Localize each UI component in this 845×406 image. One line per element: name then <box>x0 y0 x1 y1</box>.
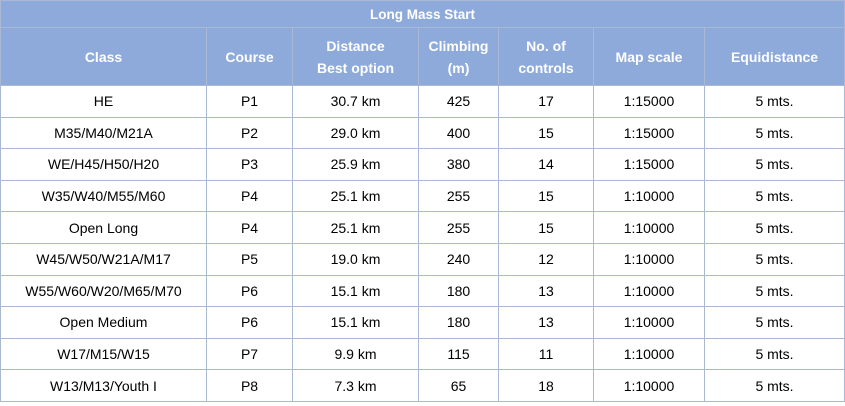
controls-cell: 14 <box>499 149 594 181</box>
distance-cell: 15.1 km <box>293 275 419 307</box>
equidistance-cell: 5 mts. <box>705 212 845 244</box>
controls-cell: 13 <box>499 275 594 307</box>
equidistance-cell: 5 mts. <box>705 338 845 370</box>
class-cell: HE <box>1 86 207 118</box>
course-cell: P3 <box>207 149 293 181</box>
climbing-cell: 380 <box>419 149 499 181</box>
climbing-cell: 240 <box>419 243 499 275</box>
climbing-cell: 65 <box>419 370 499 402</box>
distance-cell: 29.0 km <box>293 117 419 149</box>
climbing-cell: 425 <box>419 86 499 118</box>
table-row <box>1 338 845 370</box>
course-cell: P4 <box>207 212 293 244</box>
equidistance-cell: 5 mts. <box>705 243 845 275</box>
equidistance-cell: 5 mts. <box>705 307 845 339</box>
distance-cell: 25.1 km <box>293 212 419 244</box>
class-cell: W45/W50/W21A/M17 <box>1 243 207 275</box>
map-scale-cell: 1:10000 <box>594 338 705 370</box>
equidistance-cell: 5 mts. <box>705 117 845 149</box>
table-header-row <box>1 28 845 86</box>
header-distance-line1: Distance <box>326 37 385 54</box>
class-cell: M35/M40/M21A <box>1 117 207 149</box>
header-map-scale <box>594 28 705 86</box>
controls-cell: 15 <box>499 180 594 212</box>
table-row <box>1 275 845 307</box>
class-cell: Open Medium <box>1 307 207 339</box>
distance-cell: 25.1 km <box>293 180 419 212</box>
equidistance-cell: 5 mts. <box>705 180 845 212</box>
controls-cell: 13 <box>499 307 594 339</box>
header-course <box>207 28 293 86</box>
class-cell: W13/M13/Youth I <box>1 370 207 402</box>
climbing-cell: 400 <box>419 117 499 149</box>
map-scale-cell: 1:10000 <box>594 180 705 212</box>
table-row <box>1 307 845 339</box>
map-scale-cell: 1:15000 <box>594 117 705 149</box>
class-cell: W35/W40/M55/M60 <box>1 180 207 212</box>
equidistance-cell: 5 mts. <box>705 370 845 402</box>
controls-cell: 18 <box>499 370 594 402</box>
header-controls <box>499 28 594 86</box>
distance-cell: 7.3 km <box>293 370 419 402</box>
course-cell: P1 <box>207 86 293 118</box>
controls-cell: 15 <box>499 117 594 149</box>
map-scale-cell: 1:10000 <box>594 307 705 339</box>
table-title-row <box>1 1 845 28</box>
course-cell: P7 <box>207 338 293 370</box>
equidistance-cell: 5 mts. <box>705 86 845 118</box>
course-cell: P6 <box>207 307 293 339</box>
class-cell: Open Long <box>1 212 207 244</box>
climbing-cell: 115 <box>419 338 499 370</box>
class-cell: W55/W60/W20/M65/M70 <box>1 275 207 307</box>
map-scale-cell: 1:15000 <box>594 149 705 181</box>
header-equidistance <box>705 28 845 86</box>
table-row <box>1 180 845 212</box>
equidistance-cell: 5 mts. <box>705 275 845 307</box>
header-class <box>1 28 207 86</box>
equidistance-cell: 5 mts. <box>705 149 845 181</box>
header-course-label: Course <box>225 48 274 65</box>
distance-cell: 15.1 km <box>293 307 419 339</box>
controls-cell: 12 <box>499 243 594 275</box>
controls-cell: 15 <box>499 212 594 244</box>
course-cell: P8 <box>207 370 293 402</box>
header-climbing-line2: (m) <box>447 59 470 76</box>
header-equidistance-label: Equidistance <box>730 48 819 65</box>
header-map-scale-label: Map scale <box>615 48 683 65</box>
table-body <box>1 86 845 402</box>
header-controls-line1: No. of <box>526 37 566 54</box>
controls-cell: 17 <box>499 86 594 118</box>
map-scale-cell: 1:10000 <box>594 243 705 275</box>
map-scale-cell: 1:15000 <box>594 86 705 118</box>
climbing-cell: 180 <box>419 275 499 307</box>
course-cell: P5 <box>207 243 293 275</box>
map-scale-cell: 1:10000 <box>594 275 705 307</box>
table-row <box>1 243 845 275</box>
distance-cell: 9.9 km <box>293 338 419 370</box>
controls-cell: 11 <box>499 338 594 370</box>
class-cell: WE/H45/H50/H20 <box>1 149 207 181</box>
table-row <box>1 117 845 149</box>
course-cell: P6 <box>207 275 293 307</box>
course-cell: P4 <box>207 180 293 212</box>
header-climbing-line1: Climbing <box>428 37 489 54</box>
table-row <box>1 149 845 181</box>
climbing-cell: 255 <box>419 180 499 212</box>
table-row <box>1 86 845 118</box>
header-climbing <box>419 28 499 86</box>
header-distance <box>293 28 419 86</box>
map-scale-cell: 1:10000 <box>594 370 705 402</box>
header-class-label: Class <box>84 48 123 65</box>
climbing-cell: 180 <box>419 307 499 339</box>
table-title: Long Mass Start <box>1 1 845 28</box>
header-controls-line2: controls <box>518 59 574 76</box>
climbing-cell: 255 <box>419 212 499 244</box>
course-cell: P2 <box>207 117 293 149</box>
map-scale-cell: 1:10000 <box>594 212 705 244</box>
table-row <box>1 370 845 402</box>
header-distance-line2: Best option <box>317 59 394 76</box>
table-row <box>1 212 845 244</box>
distance-cell: 25.9 km <box>293 149 419 181</box>
class-cell: W17/M15/W15 <box>1 338 207 370</box>
distance-cell: 30.7 km <box>293 86 419 118</box>
distance-cell: 19.0 km <box>293 243 419 275</box>
